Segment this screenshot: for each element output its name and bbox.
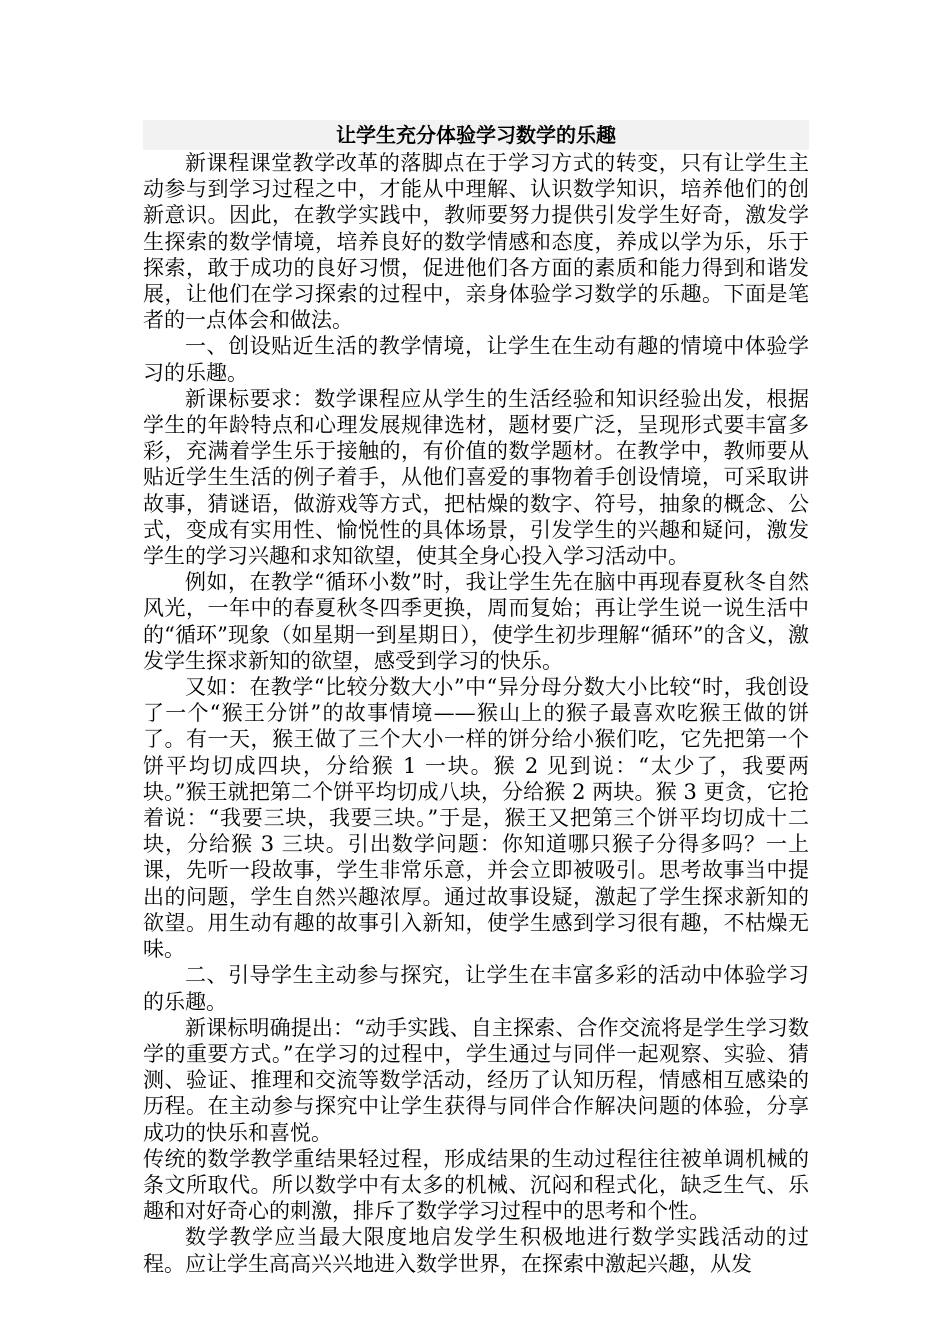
section-heading-2: 二、引导学生主动参与探究，让学生在丰富多彩的活动中体验学习的乐趣。	[143, 963, 809, 1014]
paragraph-curriculum-proposal: 新课标明确提出：“动手实践、自主探索、合作交流将是学生学习数学的重要方式。”在学习的过程中，学生通过与同伴一起观察、实验、猜测、验证、推理和交流等数学活动，经历了认知历程，情感相互感染的历程。在主动参与探究中让学生获得与同伴合作解决问题的体验，分享成功的快乐和喜悦。	[143, 1015, 809, 1145]
document-title: 让学生充分体验学习数学的乐趣	[143, 120, 809, 150]
paragraph-example-recurring-decimal: 例如，在教学“循环小数”时，我让学生先在脑中再现春夏秋冬自然风光，一年中的春夏秋冬四季更换，周而复始；再让学生说一说生活中的“循环”现象（如星期一到星期日），使学生初步理解“循环”的含义，激发学生探求新知的欲望，感受到学习的快乐。	[143, 570, 809, 673]
paragraph-curriculum-requirement: 新课标要求：数学课程应从学生的生活经验和知识经验出发，根据学生的年龄特点和心理发展规律选材，题材要广泛，呈现形式要丰富多彩，充满着学生乐于接触的，有价值的数学题材。在教学中，教师要从贴近学生生活的例子着手，从他们喜爱的事物着手创设情境，可采取讲故事，猜谜语，做游戏等方式，把枯燥的数字、符号，抽象的概念、公式，变成有实用性、愉悦性的具体场景，引发学生的兴趣和疑问，激发学生的学习兴趣和求知欲望，使其全身心投入学习活动中。	[143, 386, 809, 569]
document-body	[143, 120, 809, 1277]
paragraph-intro: 新课程课堂教学改革的落脚点在于学习方式的转变，只有让学生主动参与到学习过程之中，才能从中理解、认识数学知识，培养他们的创新意识。因此，在教学实践中，教师要努力提供引发学生好奇，激发学生探索的数学情境，培养良好的数学情感和态度，养成以学为乐，乐于探索，敢于成功的良好习惯，促进他们各方面的素质和能力得到和谐发展，让他们在学习探索的过程中，亲身体验学习数学的乐趣。下面是笔者的一点体会和做法。	[143, 151, 809, 333]
section-heading-1: 一、创设贴近生活的教学情境，让学生在生动有趣的情境中体验学习的乐趣。	[143, 334, 809, 385]
paragraph-traditional-teaching: 传统的数学教学重结果轻过程，形成结果的生动过程往往被单调机械的条文所取代。所以数学中有太多的机械、沉闷和程式化，缺乏生气、乐趣和对好奇心的刺激，排斥了数学学习过程中的思考和个性。	[143, 1146, 809, 1224]
paragraph-teaching-practice: 数学教学应当最大限度地启发学生积极地进行数学实践活动的过程。应让学生高高兴兴地进入数学世界，在探索中激起兴趣，从发	[143, 1225, 809, 1276]
paragraph-example-monkey-king: 又如：在教学“比较分数大小”中“异分母分数大小比较“时，我创设了一个“猴王分饼”的故事情境——猴山上的猴子最喜欢吃猴王做的饼了。有一天，猴王做了三个大小一样的饼分给小猴们吃，它先把第一个饼平均切成四块，分给猴 1 一块。猴 2 见到说：“太少了，我要两块。”猴王就把第二个饼平均切成八块，分给猴 2 两块。猴 3 更贪，它抢着说：“我要三块，我要三块。”于是，猴王又把第三个饼平均切成十二块，分给猴 3 三块。引出数学问题：你知道哪只猴子分得多吗？一上课，先听一段故事，学生非常乐意，并会立即被吸引。思考故事当中提出的问题，学生自然兴趣浓厚。通过故事设疑，激起了学生探求新知的欲望。用生动有趣的故事引入新知，使学生感到学习很有趣，不枯燥无味。	[143, 675, 809, 962]
